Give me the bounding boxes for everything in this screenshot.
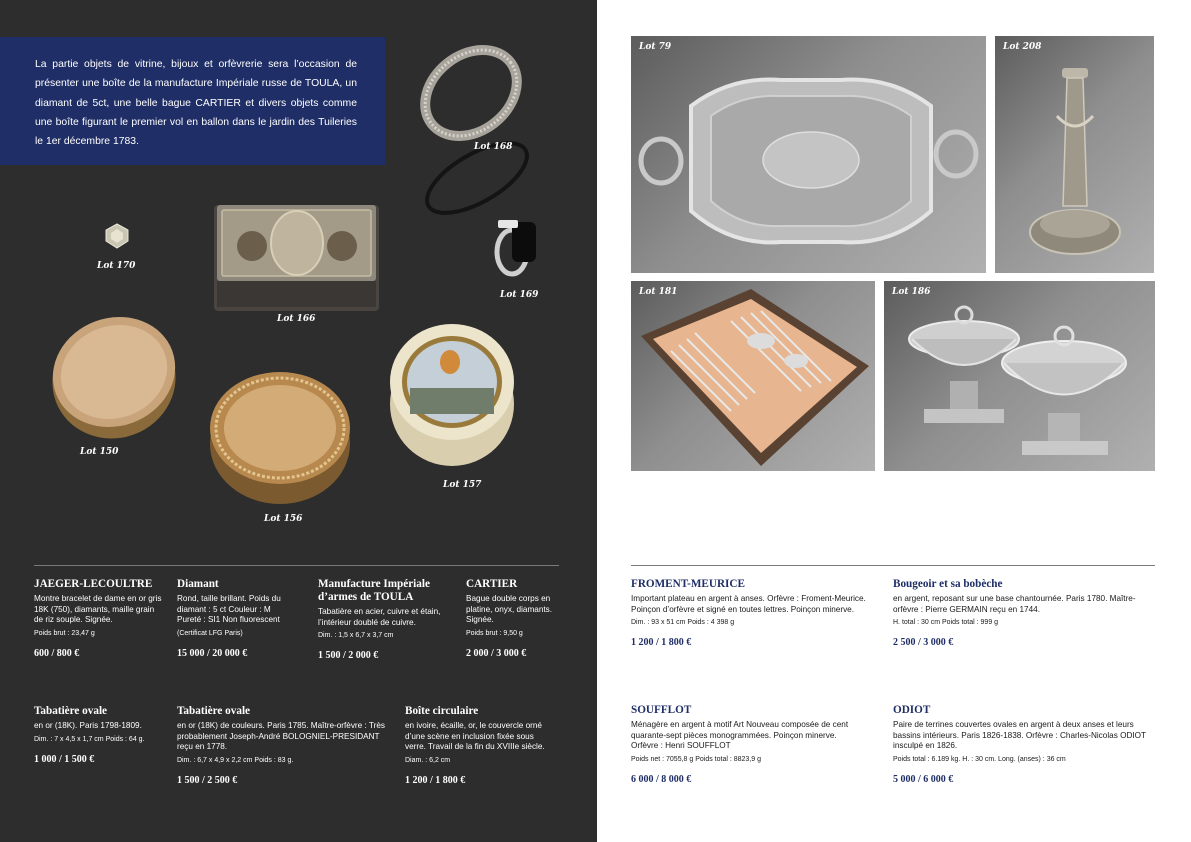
item-estimate: 1 500 / 2 000 € bbox=[318, 650, 379, 661]
item-title: JAEGER-LECOULTRE bbox=[34, 578, 153, 590]
item-description: Rond, taille brillant. Poids du diamant : 5 ct Couleur : M Pureté : SI1 Non fluorescent bbox=[177, 594, 281, 624]
item-description: en or (18K) de couleurs. Paris 1785. Maître-orfèvre : Très probablement Joseph-André BOLOGNIEL-PRESIDANT reçu en 1778. bbox=[177, 721, 385, 751]
item-title: ODIOT bbox=[893, 704, 931, 716]
item-bougeoir bbox=[893, 578, 1143, 648]
item-title: Manufacture Impériale d’armes de TOULA bbox=[318, 578, 430, 603]
item-estimate: 2 500 / 3 000 € bbox=[893, 637, 954, 648]
item-froment-meurice bbox=[631, 578, 866, 648]
lot-157-label: Lot 157 bbox=[443, 480, 482, 490]
lot-181-label: Lot 181 bbox=[639, 287, 678, 297]
item-title: SOUFFLOT bbox=[631, 704, 692, 716]
item-estimate: 5 000 / 6 000 € bbox=[893, 773, 954, 785]
item-estimate: 1 000 / 1 500 € bbox=[34, 753, 95, 765]
item-description: Montre bracelet de dame en or gris 18K (750), diamants, maille grain de riz souple. Signée. bbox=[34, 594, 162, 624]
item-description: Important plateau en argent à anses. Orfèvre : Froment-Meurice. Poinçon d’orfèvre et signé en toutes lettres. Poinçon minerve. bbox=[631, 594, 866, 614]
item-tabatiere-ovale-156 bbox=[177, 705, 387, 786]
item-title: Tabatière ovale bbox=[177, 705, 251, 717]
item-estimate: 1 200 / 1 800 € bbox=[405, 774, 466, 786]
lot-186-label: Lot 186 bbox=[892, 287, 931, 297]
item-description: Tabatière en acier, cuivre et étain, l’intérieur doublé de cuivre. bbox=[318, 607, 441, 627]
candlestick-image bbox=[995, 36, 1154, 273]
item-dimensions: Dim. : 7 x 4,5 x 1,7 cm Poids : 64 g. bbox=[34, 735, 145, 743]
diamond-image bbox=[103, 223, 131, 249]
item-estimate: 6 000 / 8 000 € bbox=[631, 773, 692, 785]
item-title: FROMENT-MEURICE bbox=[631, 578, 745, 590]
lot-208-label: Lot 208 bbox=[1003, 42, 1042, 52]
lot-170-label: Lot 170 bbox=[97, 261, 136, 271]
item-tabatiere-ovale-150 bbox=[34, 705, 164, 765]
item-description: Bague double corps en platine, onyx, diamants. Signée. bbox=[466, 594, 553, 624]
item-description: Ménagère en argent à motif Art Nouveau composée de cent quarante-sept pièces monogrammées. Poinçon minerve. Orfèvre : Henri SOUFFLOT bbox=[631, 720, 849, 750]
item-description: Paire de terrines couvertes ovales en argent à deux anses et leurs bassins intérieurs. Paris 1826-1838. Orfèvre : Charles-Nicolas ODIOT insculpé en 1826. bbox=[893, 720, 1146, 750]
item-title: CARTIER bbox=[466, 578, 518, 590]
intro-box bbox=[0, 37, 385, 165]
photo-lot-79 bbox=[631, 36, 986, 273]
cartier-ring-image bbox=[488, 212, 540, 278]
cutlery-set-image bbox=[631, 281, 875, 471]
item-diamant bbox=[177, 578, 297, 659]
item-title: Bougeoir et sa bobèche bbox=[893, 578, 1003, 590]
silver-terrines-image bbox=[884, 281, 1155, 471]
lot-156-label: Lot 156 bbox=[264, 514, 303, 524]
item-boite-circulaire bbox=[405, 705, 555, 786]
item-title: Diamant bbox=[177, 578, 219, 590]
intro-text: La partie objets de vitrine, bijoux et orfèvrerie sera l’occasion de présenter une boîte de la manufacture Impériale russe de TOULA, un diamant de 5ct, une belle bague CARTIER et divers objets comme une boîte figurant le premier vol en ballon dans le jardin des Tuileries le 1er décembre 1783. bbox=[35, 59, 357, 148]
item-estimate: 2 000 / 3 000 € bbox=[466, 647, 527, 659]
item-estimate: 1 200 / 1 800 € bbox=[631, 637, 692, 648]
item-dimensions: Poids brut : 23,47 g bbox=[34, 629, 95, 637]
item-dimensions: Dim. : 1,5 x 6,7 x 3,7 cm bbox=[318, 632, 394, 639]
lot-166-label: Lot 166 bbox=[277, 314, 316, 324]
item-toula bbox=[318, 578, 443, 661]
lot-150-label: Lot 150 bbox=[80, 447, 119, 457]
oval-gold-box-150-image bbox=[44, 308, 186, 440]
item-description: en or (18K). Paris 1798-1809. bbox=[34, 721, 142, 730]
item-dimensions: Poids brut : 9,50 g bbox=[466, 629, 523, 637]
item-dimensions: H. total : 30 cm Poids total : 999 g bbox=[893, 619, 999, 626]
item-dimensions: (Certificat LFG Paris) bbox=[177, 629, 243, 637]
oval-gold-box-156-image bbox=[202, 358, 358, 512]
item-description: en argent, reposant sur une base chantournée. Paris 1780. Maître-orfèvre : Pierre GERMAIN reçu en 1744. bbox=[893, 594, 1136, 614]
lot-168-label: Lot 168 bbox=[474, 142, 513, 152]
lot-79-label: Lot 79 bbox=[639, 42, 672, 52]
item-estimate: 600 / 800 € bbox=[34, 647, 80, 659]
item-estimate: 1 500 / 2 500 € bbox=[177, 774, 238, 786]
item-title: Tabatière ovale bbox=[34, 705, 108, 717]
toula-box-image bbox=[212, 201, 382, 313]
item-dimensions: Poids total : 6.189 kg. H. : 30 cm. Long. (anses) : 36 cm bbox=[893, 755, 1066, 763]
item-dimensions: Dim. : 93 x 51 cm Poids : 4 398 g bbox=[631, 619, 735, 626]
bracelet-image bbox=[403, 28, 543, 218]
photo-lot-181 bbox=[631, 281, 875, 471]
item-cartier bbox=[466, 578, 561, 659]
item-odiot bbox=[893, 704, 1163, 785]
item-soufflot bbox=[631, 704, 866, 785]
item-dimensions: Diam. : 6,2 cm bbox=[405, 756, 451, 764]
photo-lot-186 bbox=[884, 281, 1155, 471]
item-description: en ivoire, écaille, or, le couvercle orné d’une scène en inclusion fixée sous verre. Travail de la fin du XVIIIe siècle. bbox=[405, 721, 545, 751]
item-estimate: 15 000 / 20 000 € bbox=[177, 647, 248, 659]
left-divider bbox=[34, 565, 559, 566]
right-page bbox=[597, 0, 1191, 842]
lot-169-label: Lot 169 bbox=[500, 290, 539, 300]
circular-box-157-image bbox=[388, 318, 518, 470]
item-jaeger-lecoultre bbox=[34, 578, 164, 659]
item-title: Boîte circulaire bbox=[405, 705, 479, 717]
photo-lot-208 bbox=[995, 36, 1154, 273]
item-dimensions: Poids net : 7055,8 g Poids total : 8823,9 g bbox=[631, 755, 761, 763]
right-divider bbox=[631, 565, 1155, 566]
silver-tray-image bbox=[631, 36, 986, 273]
item-dimensions: Dim. : 6,7 x 4,9 x 2,2 cm Poids : 83 g. bbox=[177, 756, 294, 764]
